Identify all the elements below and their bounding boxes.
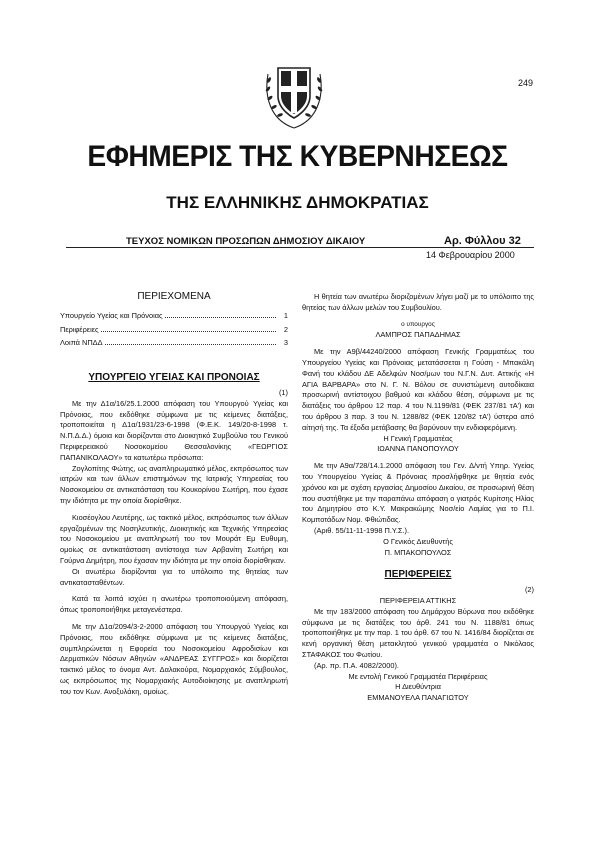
issue-type: ΤΕΥΧΟΣ ΝΟΜΙΚΩΝ ΠΡΟΣΩΠΩΝ ΔΗΜΟΣΙΟΥ ΔΙΚΑΙΟΥ — [126, 236, 366, 247]
toc-item-label: Περιφέρειες — [60, 324, 99, 334]
sheet-number: Αρ. Φύλλου 32 — [444, 235, 521, 247]
paragraph: Με την Α9β/44240/2000 απόφαση Γενικής Γραμματέως του Υπουργείου Υγείας και Πρόνοιας μετατάσσεται η Γούση - Μπακάλη Φανή του κλάδου ΔΕ Αδελφών Νοσ/μων του Ν.Γ.Ν. Δυτ. Αττικής «Η ΑΓΙΑ ΒΑΡΒΑΡΑ» στο Ν. Γ. Ν. Βόλου σε συνιστώμενη αυτοδίκαια προσωρινή αντίστοιχου βαθμού και κλάδου θέση, σύμφωνα με τις διατάξεις του άρθρου 12 παρ. 4 του Ν.1199/81 (ΦΕΚ 237/81 τΑ') και του άρθρου 3 παρ. 3 του Ν. 1288/82 (ΦΕΚ 120/82 τΑ') ύστερα από αίτησή της. Τα έξοδα μετάβασης θα βαρύνουν την ενδιαφερόμενη. — [302, 347, 534, 432]
right-column — [302, 292, 534, 704]
reference: (Αρ. πρ. Π.Α. 4082/2000). — [314, 660, 399, 670]
toc-item-label: Λοιπά ΝΠΔΔ — [60, 338, 103, 348]
toc-item — [60, 325, 288, 336]
paragraph: Με την Δ1α/2094/3-2-2000 απόφαση του Υπουργού Υγείας και Πρόνοιας, που εκδόθηκε σύμφωνα με τις κείμενες διατάξεις, συμπληρώνεται η Εφορεία του Νοσοκομείου Αφροδισίων και Δερματικών Νόσων Αθηνών «ΑΝΔΡΕΑΣ ΣΥΓΓΡΟΣ» και διορίζεται τακτικό μέλος το όνομα Αντ. Δαλακούρα, Νομαρχιακός Σύμβουλος, ως εκπρόσωπος της Νομαρχιακής Αυτοδιοίκησης με αναπληρωτή του τον Κων. Ανοξυλάκη, ομοίως. — [60, 621, 288, 696]
gazette-subtitle: ΤΗΣ ΕΛΛΗΝΙΚΗΣ ΔΗΜΟΚΡΑΤΙΑΣ — [166, 193, 429, 212]
paragraph: Κιοσέογλου Λευτέρης, ως τακτικό μέλος, εκπρόσωπος των άλλων εργαζομένων της Νοσηλευτικής, Διοικητικής και Τεχνικής Υπηρεσίας του Νοσοκομείου με αναπληρωτή του τον Μουράτ Εμ Ευθυμη, ομοίως σε αντικατάσταση αντίστοιχα των Αρβανίτη Σωτήρη και Γούρνα Δημήτρη, που έχασαν την ιδιότητα με την οποία διορίσθηκαν. — [60, 512, 288, 565]
paragraph: Με την 183/2000 απόφαση του Δημάρχου Βύρωνα που εκδόθηκε σύμφωνα με τις διατάξεις του άρθ. 241 του Ν. 1188/81 όπως τροποποιήθηκε με την παρ. 1 του άρθ. 67 του Ν. 1416/84 διορίζεται σε κενή οργανική θέση μετακλητού γενικού γραμματέα ο Νικόλαος ΣΤΑΦΑΚΟΣ του Φωτίου. — [302, 606, 534, 659]
section-title-ministry: ΥΠΟΥΡΓΕΙΟ ΥΓΕΙΑΣ ΚΑΙ ΠΡΟΝΟΙΑΣ — [88, 372, 260, 384]
toc-item-page: 3 — [283, 338, 288, 348]
paragraph: Κατά τα λοιπά ισχύει η ανωτέρω τροποποιούμενη απόφαση, όπως τροποποιήθηκε μεταγενέστερα. — [60, 594, 288, 615]
page-number: 249 — [517, 78, 533, 88]
toc-item — [60, 311, 288, 322]
signature-name: ΛΑΜΠΡΟΣ ΠΑΠΑΔΗΜΑΣ — [375, 330, 461, 340]
paragraph: Με την Α9α/728/14.1.2000 απόφαση του Γεν. Δ/ντή Υπηρ. Υγείας του Υπουργείου Υγείας & Πρόνοιας προσλήφθηκε με θητεία ενός χρόνου και με σχέση εργασίας Δημοσίου Δικαίου, σε προσωρινή θέση που συστήθηκε με την παραπάνω απόφαση ο γιατρός Κυρίτσης Ηλίας του Δημητρίου στο Κ.Υ. Μακρακώμης Νοσ/είο Λαμίας για το Π.Ι. Κομποτάδων Νομ. Φθιώτιδας. — [302, 461, 534, 525]
toc-leader — [165, 317, 276, 318]
section-title-regions: ΠΕΡΙΦΕΡΕΙΕΣ — [384, 569, 452, 581]
signature-name: Π. ΜΠΑΚΟΠΟΥΛΟΣ — [384, 547, 452, 557]
signature-name: ΙΩΑΝΝΑ ΠΑΝΟΠΟΥΛΟΥ — [377, 444, 459, 454]
signature-role: Ο Γενικός Διευθυντής — [383, 536, 453, 546]
left-column — [60, 292, 288, 698]
toc-item — [60, 338, 288, 349]
decision-number: (1) — [278, 387, 288, 397]
paragraph: Ζογλοπίτης Φώτης, ως αναπληρωματικό μέλος, εκπρόσωπος των ιατρών και των άλλων επιστημόνων της Ιατρικής Υπηρεσίας του Νοσοκομείου σε αντικατάσταση του Κουκορίνου Σωτήρη, που έχασε την ιδιότητα με την οποία διορίσθηκε. — [60, 463, 288, 505]
header-rule — [66, 247, 534, 248]
paragraph: Με την Δ1α/16/25.1.2000 απόφαση του Υπουργού Υγείας και Πρόνοιας, που εκδόθηκε σύμφωνα με τις κείμενες διατάξεις, τροποποιείται η Δ1α/1931/23-6-1998 (Φ.Ε.Κ. 149/20-8-1998 τ. Ν.Π.Δ.Δ.) όμοια και διορίζονται στο Διοικητικό Συμβούλιο του Γενικού Περιφερειακού Νοσοκομείου Θεσσαλονίκης «ΓΕΩΡΓΙΟΣ ΠΑΠΑΝΙΚΟΛΑΟΥ» τα κατωτέρω πρόσωπα: — [60, 398, 288, 462]
signature-role: Η Γενική Γραμματέας — [383, 433, 453, 443]
paragraph: Οι ανωτέρω διορίζονται για το υπόλοιπο της θητείας των αντικατασταθέντων. — [60, 566, 288, 587]
toc-leader — [101, 331, 276, 332]
closing-line: Με εντολή Γενικού Γραμματέα Περιφέρειας — [348, 671, 488, 681]
decision-number: (2) — [524, 585, 534, 595]
toc-item-page: 1 — [283, 310, 288, 320]
closing-name: ΕΜΜΑΝΟΥΕΛΑ ΠΑΝΑΓΙΩΤΟΥ — [367, 693, 469, 703]
toc-item-page: 2 — [283, 324, 288, 334]
paragraph: Η θητεία των ανωτέρω διοριζομένων λήγει μαζί με το υπόλοιπο της θητείας των άλλων μελών του Συμβουλίου. — [302, 292, 534, 312]
signature-role: ο υπουργος — [401, 320, 435, 328]
greek-coat-of-arms-icon — [260, 56, 328, 132]
toc-item-label: Υπουργείο Υγείας και Πρόνοιας — [60, 310, 163, 320]
closing-line: Η Διευθύντρια — [395, 682, 441, 692]
toc-heading: ΠΕΡΙΕΧΟΜΕΝΑ — [137, 291, 211, 302]
toc-leader — [105, 344, 276, 345]
gazette-title: ΕΦΗΜΕΡΙΣ ΤΗΣ ΚΥΒΕΡΝΗΣΕΩΣ — [87, 140, 508, 173]
issue-date: 14 Φεβρουαρίου 2000 — [426, 250, 515, 260]
region-heading: ΠΕΡΙΦΕΡΕΙΑ ΑΤΤΙΚΗΣ — [379, 595, 457, 605]
reference: (Αριθ. 55/11-11-1998 Π.Υ.Σ.). — [314, 525, 410, 535]
